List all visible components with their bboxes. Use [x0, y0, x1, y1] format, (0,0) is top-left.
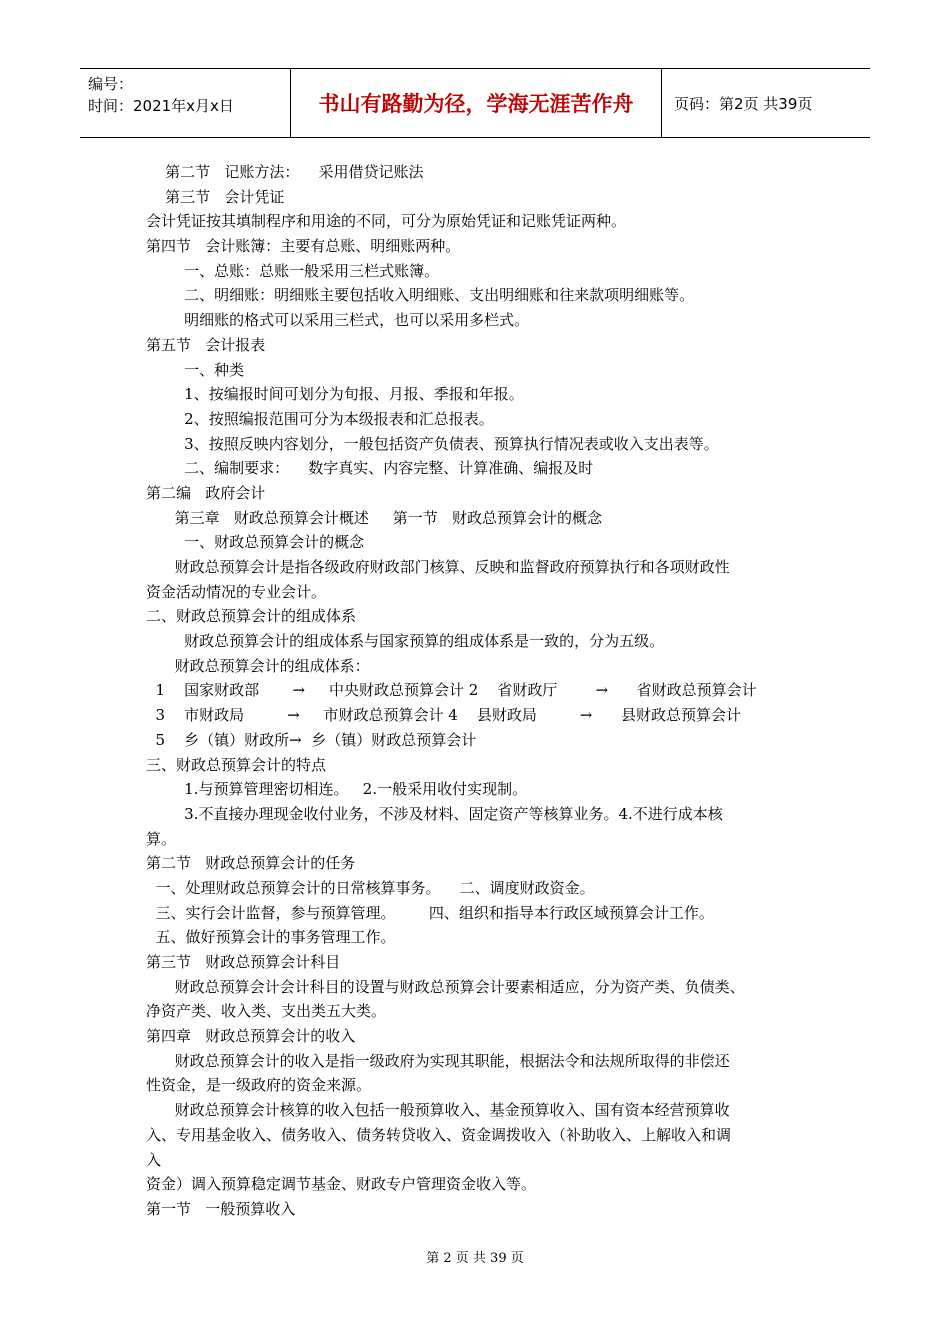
text-line: 第一节 一般预算收入: [146, 1199, 296, 1218]
text-line: 第四章 财政总预算会计的收入: [146, 1027, 356, 1046]
text-line: 资金活动情况的专业会计。: [146, 582, 327, 601]
text-line: 入、专用基金收入、债务收入、债务转贷收入、资金调拨收入（补助收入、上解收入和调: [146, 1125, 732, 1144]
text-line: 入: [146, 1150, 162, 1169]
document-body: [146, 160, 814, 1222]
text-line: 1 国家财政部 → 中央财政总预算会计 2 省财政厅 → 省财政总预算会计: [146, 681, 757, 700]
text-line: 2、按照编报范围可分为本级报表和汇总报表。: [146, 409, 494, 428]
text-line: 三、财政总预算会计的特点: [146, 755, 327, 774]
text-line: 财政总预算会计是指各级政府财政部门核算、反映和监督政府预算执行和各项财政性: [146, 558, 730, 576]
document-date: 时间：2021年x月x日: [88, 97, 234, 115]
text-line: 性资金，是一级政府的资金来源。: [146, 1076, 372, 1095]
page-footer: 第 2 页 共 39 页: [426, 1251, 524, 1266]
text-line: 财政总预算会计核算的收入包括一般预算收入、基金预算收入、国有资本经营预算收: [146, 1101, 730, 1120]
text-line: 二、编制要求： 数字真实、内容完整、计算准确、编报及时: [146, 459, 594, 478]
text-line: 第三节 会计凭证: [146, 187, 285, 206]
text-line: 财政总预算会计的组成体系：: [146, 656, 370, 675]
text-line: 一、处理财政总预算会计的日常核算事务。 二、调度财政资金。: [146, 878, 595, 897]
text-line: 明细账的格式可以采用三栏式，也可以采用多栏式。: [146, 311, 530, 330]
text-line: 五、做好预算会计的事务管理工作。: [146, 928, 396, 947]
text-line: 第二节 记账方法： 采用借贷记账法: [146, 163, 424, 181]
text-line: 1.与预算管理密切相连。 2.一般采用收付实现制。: [146, 780, 528, 799]
text-line: 第二节 财政总预算会计的任务: [146, 854, 356, 873]
text-line: 二、财政总预算会计的组成体系: [146, 607, 357, 626]
text-line: 财政总预算会计会计科目的设置与财政总预算会计要素相适应，分为资产类、负债类、: [146, 977, 745, 996]
text-line: 第五节 会计报表: [146, 335, 266, 354]
page-header: [80, 68, 870, 138]
text-line: 3、按照反映内容划分，一般包括资产负债表、预算执行情况表或收入支出表等。: [146, 434, 719, 453]
text-line: 二、明细账：明细账主要包括收入明细账、支出明细账和往来款项明细账等。: [146, 286, 695, 305]
text-line: 财政总预算会计的组成体系与国家预算的组成体系是一致的，分为五级。: [146, 632, 665, 651]
text-line: 财政总预算会计的收入是指一级政府为实现其职能，根据法令和法规所取得的非偿还: [146, 1051, 730, 1070]
header-page-info: 页码：第2页 共39页: [674, 94, 813, 113]
text-line: 算。: [146, 829, 177, 848]
text-line: 第三节 财政总预算会计科目: [146, 953, 341, 971]
text-line: 三、实行会计监督，参与预算管理。 四、组织和指导本行政区域预算会计工作。: [146, 903, 714, 922]
text-line: 3 市财政局 → 市财政总预算会计 4 县财政局 → 县财政总预算会计: [146, 706, 741, 725]
text-line: 1、按编报时间可划分为旬报、月报、季报和年报。: [146, 385, 524, 404]
text-line: 会计凭证按其填制程序和用途的不同，可分为原始凭证和记账凭证两种。: [146, 212, 627, 231]
text-line: 第四节 会计账簿：主要有总账、明细账两种。: [146, 237, 461, 256]
text-line: 一、种类: [146, 360, 245, 379]
text-line: 资金）调入预算稳定调节基金、财政专户管理资金收入等。: [146, 1175, 537, 1194]
text-line: 第三章 财政总预算会计概述 第一节 财政总预算会计的概念: [146, 508, 603, 527]
text-line: 第二编 政府会计: [146, 483, 266, 502]
header-motto: 书山有路勤为径，学海无涯苦作舟: [291, 69, 662, 137]
document-number-label: 编号：: [88, 75, 134, 93]
text-line: 一、总账：总账一般采用三栏式账簿。: [146, 261, 440, 280]
header-meta: [80, 69, 291, 137]
text-line: 一、财政总预算会计的概念: [146, 533, 365, 552]
text-line: 净资产类、收入类、支出类五大类。: [146, 1002, 387, 1021]
text-line: 3.不直接办理现金收付业务，不涉及材料、固定资产等核算业务。4.不进行成本核: [146, 804, 723, 823]
text-line: 5 乡（镇）财政所→ 乡（镇）财政总预算会计: [146, 730, 477, 749]
